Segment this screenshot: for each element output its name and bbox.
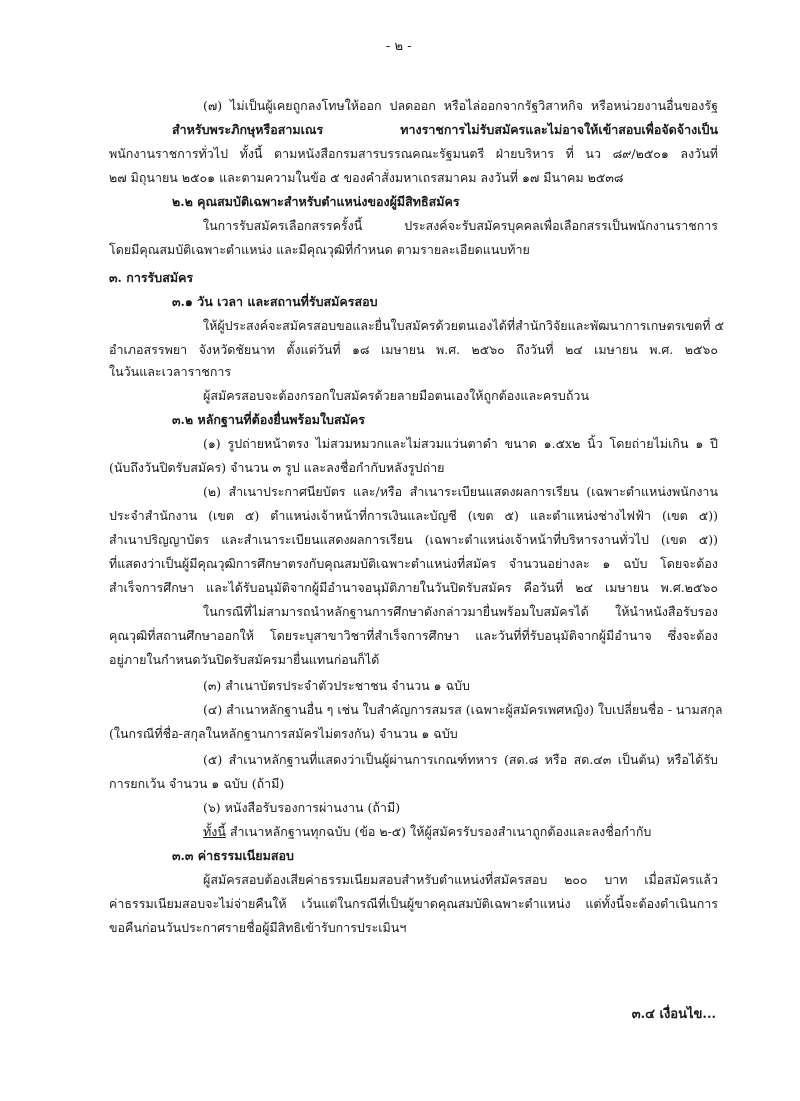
underlined-word: ทั้งนี้ [203,824,226,839]
text-line: ๒.๒ คุณสมบัติเฉพาะสำหรับตำแหน่งของผู้มีสิทธิสมัคร [172,194,460,209]
text-line: (ในกรณีที่ชื่อ-สกุลในหลักฐานการสมัครไม่ตรงกัน) จำนวน ๑ ฉบับ [109,726,458,741]
text-line: ในกรณีที่ไม่สามารถนำหลักฐานการศึกษาดังกล่าวมายื่นพร้อมใบสมัครได้ ให้นำหนังสือรับรอง [203,604,718,619]
text-line: ประจำสำนักงาน (เขต ๕) ตำแหน่งเจ้าหน้าที่การเงินและบัญชี (เขต ๕) และตำแหน่งช่างไฟฟ้า (เขต ๕)) [109,508,718,523]
text-line: โดยมีคุณสมบัติเฉพาะตำแหน่ง และมีคุณวุฒิที่กำหนด ตามรายละเอียดแนบท้าย [109,242,530,257]
text-line: ๓.๑ วัน เวลา และสถานที่รับสมัครสอบ [172,294,378,309]
text-line: ๓.๓ ค่าธรรมเนียมสอบ [172,848,294,863]
text-line: (๖) หนังสือรับรองการผ่านงาน (ถ้ามี) [203,800,401,815]
text-line: ให้ผู้ประสงค์จะสมัครสอบขอและยื่นใบสมัครด้วยตนเองได้ที่สำนักวิจัยและพัฒนาการเกษตรเขตที่ ๕ [203,318,724,333]
text-line: (๒) สำเนาประกาศนียบัตร และ/หรือ สำเนาระเบียนแสดงผลการเรียน (เฉพาะตำแหน่งพนักงาน [203,484,718,499]
text-line: (นับถึงวันปิดรับสมัคร) จำนวน ๓ รูป และลงชื่อกำกับหลังรูปถ่าย [109,460,445,475]
text-line: สำหรับพระภิกษุหรือสามเณร ทางราชการไม่รับสมัครและไม่อาจให้เข้าสอบเพื่อจัดจ้างเป็น [172,122,718,137]
text-line: (๕) สำเนาหลักฐานที่แสดงว่าเป็นผู้ผ่านการเกณฑ์ทหาร (สด.๘ หรือ สด.๔๓ เป็นต้น) หรือได้รับ [203,752,718,767]
text-line: ในการรับสมัครเลือกสรรครั้งนี้ ประสงค์จะรับสมัครบุคคลเพื่อเลือกสรรเป็นพนักงานราชการ [203,218,718,233]
text-line: ขอคืนก่อนวันประกาศรายชื่อผู้มีสิทธิเข้ารับการประเมินฯ [109,920,407,935]
text-line: (๔) สำเนาหลักฐานอื่น ๆ เช่น ใบสำคัญการสมรส (เฉพาะผู้สมัครเพศหญิง) ใบเปลี่ยนชื่อ - นามสกุล [203,702,723,717]
text-line: ๒๗ มิถุนายน ๒๕๐๑ และตามความในข้อ ๕ ของคำสั่งมหาเถรสมาคม ลงวันที่ ๑๗ มีนาคม ๒๕๓๘ [109,170,624,185]
text-line: ทั้งนี้ สำเนาหลักฐานทุกฉบับ (ข้อ ๒-๕) ให้ผู้สมัครรับรองสำเนาถูกต้องและลงชื่อกำกับ [203,824,652,839]
text-line: พนักงานราชการทั่วไป ทั้งนี้ ตามหนังสือกรมสารบรรณคณะรัฐมนตรี ฝ่ายบริหาร ที่ นว ๘๙/๒๕๐๑ ลงวันที่ [109,146,718,161]
text-line: คุณวุฒิที่สถานศึกษาออกให้ โดยระบุสาขาวิชาที่สำเร็จการศึกษา และวันที่ที่รับอนุมัติจากผู้มีอำนาจ ซึ่งจะต้อง [109,628,718,643]
continuation-footer: ๓.๔ เงื่อนไข... [631,1007,716,1022]
text-line: (๑) รูปถ่ายหน้าตรง ไม่สวมหมวกและไม่สวมแว่นตาดำ ขนาด ๑.๕x๒ นิ้ว โดยถ่ายไม่เกิน ๑ ปี [203,436,718,451]
text-line: การยกเว้น จำนวน ๑ ฉบับ (ถ้ามี) [109,776,285,791]
text-line: ผู้สมัครสอบต้องเสียค่าธรรมเนียมสอบสำหรับตำแหน่งที่สมัครสอบ ๒๐๐ บาท เมื่อสมัครแล้ว [203,872,718,887]
text-line: สำเร็จการศึกษา และได้รับอนุมัติจากผู้มีอำนาจอนุมัติภายในวันปิดรับสมัคร คือวันที่ ๒๔ เมษายน พ.ศ.๒๕๖๐ [109,580,718,595]
text-line: อยู่ภายในกำหนดวันปิดรับสมัครมายื่นแทนก่อนก็ได้ [109,652,380,667]
text-line: ผู้สมัครสอบจะต้องกรอกใบสมัครด้วยลายมือตนเองให้ถูกต้องและครบถ้วน [203,388,589,403]
page-number: - ๒ - [386,39,412,54]
text-line: ๓. การรับสมัคร [109,270,194,285]
text-line: (๗) ไม่เป็นผู้เคยถูกลงโทษให้ออก ปลดออก หรือไล่ออกจากรัฐวิสาหกิจ หรือหน่วยงานอื่นของรัฐ [203,98,718,113]
text-line: ที่แสดงว่าเป็นผู้มีคุณวุฒิการศึกษาตรงกับคุณสมบัติเฉพาะตำแหน่งที่สมัคร จำนวนอย่างละ ๑ ฉบับ โดยจะต้อง [109,556,718,571]
text-line: ค่าธรรมเนียมสอบจะไม่จ่ายคืนให้ เว้นแต่ในกรณีที่เป็นผู้ขาดคุณสมบัติเฉพาะตำแหน่ง แต่ทั้งนี้จะต้องดำเนินการ [109,896,718,911]
text-line: สำเนาปริญญาบัตร และสำเนาระเบียนแสดงผลการเรียน (เฉพาะตำแหน่งเจ้าหน้าที่บริหารงานทั่วไป (เขต ๕)) [109,532,718,547]
text-line: (๓) สำเนาบัตรประจำตัวประชาชน จำนวน ๑ ฉบับ [203,678,470,693]
text-line: อำเภอสรรพยา จังหวัดชัยนาท ตั้งแต่วันที่ ๑๘ เมษายน พ.ศ. ๒๕๖๐ ถึงวันที่ ๒๔ เมษายน พ.ศ. ๒๕๖๐ [109,342,718,357]
text-line: ๓.๒ หลักฐานที่ต้องยื่นพร้อมใบสมัคร [172,412,365,427]
text-line: ในวันและเวลาราชการ [109,364,232,379]
